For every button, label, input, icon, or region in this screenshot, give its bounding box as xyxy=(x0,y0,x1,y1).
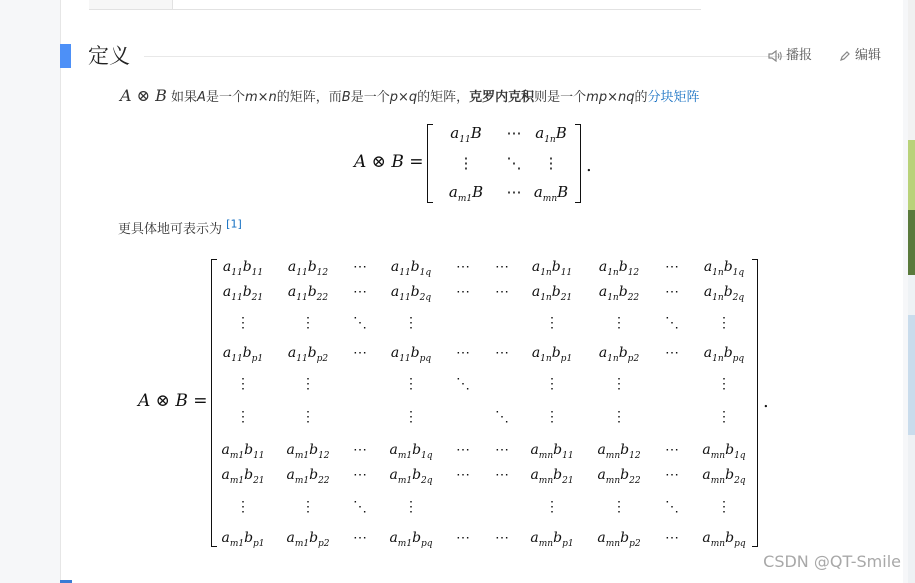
full-matrix-cell: ⋯ xyxy=(495,345,509,361)
full-matrix-cell: ⋯ xyxy=(456,442,470,458)
top-tab[interactable] xyxy=(89,0,173,9)
block-eq-lhs: A ⊗ B = xyxy=(354,152,424,172)
section-title: 定义 xyxy=(88,44,130,68)
full-matrix-cell: ⋯ xyxy=(353,345,367,361)
full-matrix-cell: $a_{m1}b_{21}$ xyxy=(221,467,265,486)
full-matrix-cell: ⋮ xyxy=(236,409,250,425)
section-divider xyxy=(144,56,804,57)
definition-paragraph xyxy=(120,87,700,107)
full-matrix-cell: ⋮ xyxy=(545,409,559,425)
def-mn: m×n xyxy=(244,90,277,105)
play-button[interactable] xyxy=(768,47,812,65)
full-matrix-cell: $a_{mn}b_{22}$ xyxy=(597,467,641,486)
full-matrix-cell: ⋮ xyxy=(612,315,626,331)
full-matrix-cell: $a_{1n}b_{pq}$ xyxy=(703,345,745,364)
full-matrix-cell: $a_{m1}b_{1q}$ xyxy=(389,442,433,461)
def-text-3: 的矩阵，而 xyxy=(276,90,342,105)
top-divider xyxy=(89,0,701,10)
full-matrix-cell: ⋯ xyxy=(353,284,367,300)
full-matrix-cell: $a_{mn}b_{11}$ xyxy=(530,442,574,461)
full-matrix-cell: $a_{m1}b_{12}$ xyxy=(286,442,330,461)
section-header xyxy=(60,40,902,74)
full-matrix-cell: $a_{1n}b_{11}$ xyxy=(531,259,573,278)
full-matrix-cell: $a_{11}b_{12}$ xyxy=(287,259,329,278)
full-matrix-cell: $a_{11}b_{1q}$ xyxy=(390,259,432,278)
full-matrix-cell: ⋮ xyxy=(545,499,559,515)
full-matrix-cell: ⋮ xyxy=(301,499,315,515)
full-matrix-cell: $a_{1n}b_{p2}$ xyxy=(598,345,640,364)
full-matrix-cell: $a_{11}b_{pq}$ xyxy=(390,345,432,364)
full-matrix-cell: ⋮ xyxy=(236,376,250,392)
full-matrix-cell: ⋮ xyxy=(236,499,250,515)
full-matrix-cell: ⋱ xyxy=(456,376,470,392)
full-matrix-cell: ⋯ xyxy=(495,530,509,546)
full-matrix-cell: ⋯ xyxy=(495,467,509,483)
full-eq-period: . xyxy=(763,391,769,412)
full-matrix-cell: ⋱ xyxy=(353,315,367,331)
full-matrix-cell: ⋮ xyxy=(717,409,731,425)
def-B: B xyxy=(341,90,351,105)
full-matrix-cell: ⋯ xyxy=(665,284,679,300)
edit-label: 编辑 xyxy=(855,48,882,63)
full-matrix-cell: ⋯ xyxy=(353,530,367,546)
full-matrix-cell: ⋮ xyxy=(612,409,626,425)
full-matrix-cell: $a_{11}b_{2q}$ xyxy=(390,284,432,303)
watermark: CSDN @QT-Smile xyxy=(763,552,901,571)
full-matrix-cell: ⋯ xyxy=(456,284,470,300)
full-matrix-cell: $a_{11}b_{22}$ xyxy=(287,284,329,303)
full-matrix-cell: ⋯ xyxy=(456,467,470,483)
full-matrix-cell: $a_{mn}b_{2q}$ xyxy=(702,467,746,486)
full-matrix-cell: ⋯ xyxy=(495,442,509,458)
block-matrix-cell: ⋮ xyxy=(458,154,474,172)
full-matrix-cell: $a_{1n}b_{2q}$ xyxy=(703,284,745,303)
block-matrix-cell: ⋯ xyxy=(506,183,522,201)
full-matrix-cell: $a_{11}b_{11}$ xyxy=(222,259,264,278)
full-matrix-cell: ⋮ xyxy=(404,376,418,392)
def-text-7: 的 xyxy=(634,90,648,105)
full-matrix-cell: ⋱ xyxy=(495,409,509,425)
full-matrix-cell: ⋱ xyxy=(353,499,367,515)
detail-intro-text: 更具体地可表示为 xyxy=(118,222,223,237)
full-matrix-cell: $a_{1n}b_{21}$ xyxy=(531,284,573,303)
full-matrix-cell: ⋯ xyxy=(665,345,679,361)
full-matrix-cell: $a_{mn}b_{12}$ xyxy=(597,442,641,461)
full-matrix-cell: $a_{m1}b_{2q}$ xyxy=(389,467,433,486)
full-matrix-cell: $a_{m1}b_{11}$ xyxy=(221,442,265,461)
full-matrix-cell: ⋯ xyxy=(495,284,509,300)
block-matrix-link[interactable]: 分块矩阵 xyxy=(647,90,700,105)
full-matrix-cell: $a_{11}b_{21}$ xyxy=(222,284,264,303)
def-text-1: 如果 xyxy=(171,90,198,105)
def-pq: p×q xyxy=(389,90,418,105)
full-matrix-cell: ⋯ xyxy=(353,467,367,483)
full-matrix-cell: ⋮ xyxy=(404,315,418,331)
full-matrix-cell: ⋯ xyxy=(495,259,509,275)
def-text-5: 的矩阵， xyxy=(417,90,470,105)
def-text-6: 则是一个 xyxy=(534,90,587,105)
block-matrix-cell: $a_{1n}B$ xyxy=(535,124,567,145)
edit-button[interactable] xyxy=(839,47,881,65)
full-matrix-cell: ⋯ xyxy=(353,442,367,458)
block-matrix-cell: ⋯ xyxy=(506,124,522,142)
full-matrix-cell: ⋮ xyxy=(717,315,731,331)
full-matrix-cell: $a_{1n}b_{12}$ xyxy=(598,259,640,278)
full-matrix-cell: ⋯ xyxy=(353,259,367,275)
full-matrix-cell: $a_{m1}b_{22}$ xyxy=(286,467,330,486)
full-matrix-cell: $a_{1n}b_{22}$ xyxy=(598,284,640,303)
def-bold-term: 克罗内克积 xyxy=(469,90,535,105)
full-matrix-cell: ⋮ xyxy=(301,376,315,392)
full-matrix-cell: $a_{11}b_{p2}$ xyxy=(287,345,329,364)
full-matrix-cell: ⋮ xyxy=(545,315,559,331)
speaker-icon xyxy=(768,50,782,62)
def-text-4: 是一个 xyxy=(350,90,390,105)
def-text-2: 是一个 xyxy=(205,90,245,105)
detail-intro xyxy=(118,217,242,239)
full-matrix-cell: ⋯ xyxy=(456,530,470,546)
full-matrix-cell: ⋱ xyxy=(665,315,679,331)
full-matrix-cell: ⋮ xyxy=(301,409,315,425)
side-image-strip xyxy=(908,0,915,583)
full-matrix-cell: ⋮ xyxy=(404,409,418,425)
full-matrix-cell: $a_{mn}b_{1q}$ xyxy=(702,442,746,461)
full-matrix-cell: $a_{m1}b_{p2}$ xyxy=(286,530,330,549)
full-matrix-cell: ⋮ xyxy=(717,376,731,392)
citation-link[interactable]: [1] xyxy=(226,217,242,231)
block-eq-period: . xyxy=(586,155,592,176)
full-matrix-cell: ⋯ xyxy=(665,259,679,275)
full-matrix-cell: $a_{mn}b_{21}$ xyxy=(530,467,574,486)
full-eq-lhs: A ⊗ B = xyxy=(138,391,208,411)
full-matrix-cell: $a_{mn}b_{p1}$ xyxy=(530,530,574,549)
pencil-icon xyxy=(839,50,851,62)
full-matrix-cell: $a_{mn}b_{pq}$ xyxy=(702,530,746,549)
block-matrix-cell: ⋱ xyxy=(506,154,522,172)
block-matrix-cell: $a_{m1}B$ xyxy=(448,183,484,204)
full-matrix-cell: $a_{1n}b_{1q}$ xyxy=(703,259,745,278)
full-matrix-cell: ⋮ xyxy=(612,499,626,515)
kronecker-symbol: A ⊗ B xyxy=(120,86,167,105)
full-matrix-cell: $a_{m1}b_{p1}$ xyxy=(221,530,265,549)
full-matrix-cell: $a_{m1}b_{pq}$ xyxy=(389,530,433,549)
full-matrix-cell: ⋮ xyxy=(404,499,418,515)
block-matrix-cell: $a_{11}B$ xyxy=(450,124,482,145)
full-matrix-cell: $a_{11}b_{p1}$ xyxy=(222,345,264,364)
def-mpnq: mp×nq xyxy=(586,90,635,105)
full-matrix-cell: ⋯ xyxy=(665,467,679,483)
block-matrix-cell: ⋮ xyxy=(543,154,559,172)
section-accent-bar xyxy=(60,44,71,68)
def-A: A xyxy=(197,90,206,105)
full-matrix-cell: ⋮ xyxy=(545,376,559,392)
full-matrix-cell: ⋱ xyxy=(665,499,679,515)
full-matrix-cell: ⋮ xyxy=(717,499,731,515)
full-matrix-cell: ⋯ xyxy=(665,530,679,546)
play-label: 播报 xyxy=(786,48,813,63)
full-matrix-cell: ⋮ xyxy=(236,315,250,331)
full-matrix-cell: $a_{mn}b_{p2}$ xyxy=(597,530,641,549)
full-matrix-cell: ⋮ xyxy=(612,376,626,392)
full-matrix-cell: $a_{1n}b_{p1}$ xyxy=(531,345,573,364)
full-matrix-cell: ⋯ xyxy=(456,259,470,275)
full-matrix-cell: ⋯ xyxy=(456,345,470,361)
full-matrix-cell: ⋯ xyxy=(665,442,679,458)
full-matrix-cell: ⋮ xyxy=(301,315,315,331)
block-matrix-cell: $a_{mn}B$ xyxy=(533,183,569,204)
